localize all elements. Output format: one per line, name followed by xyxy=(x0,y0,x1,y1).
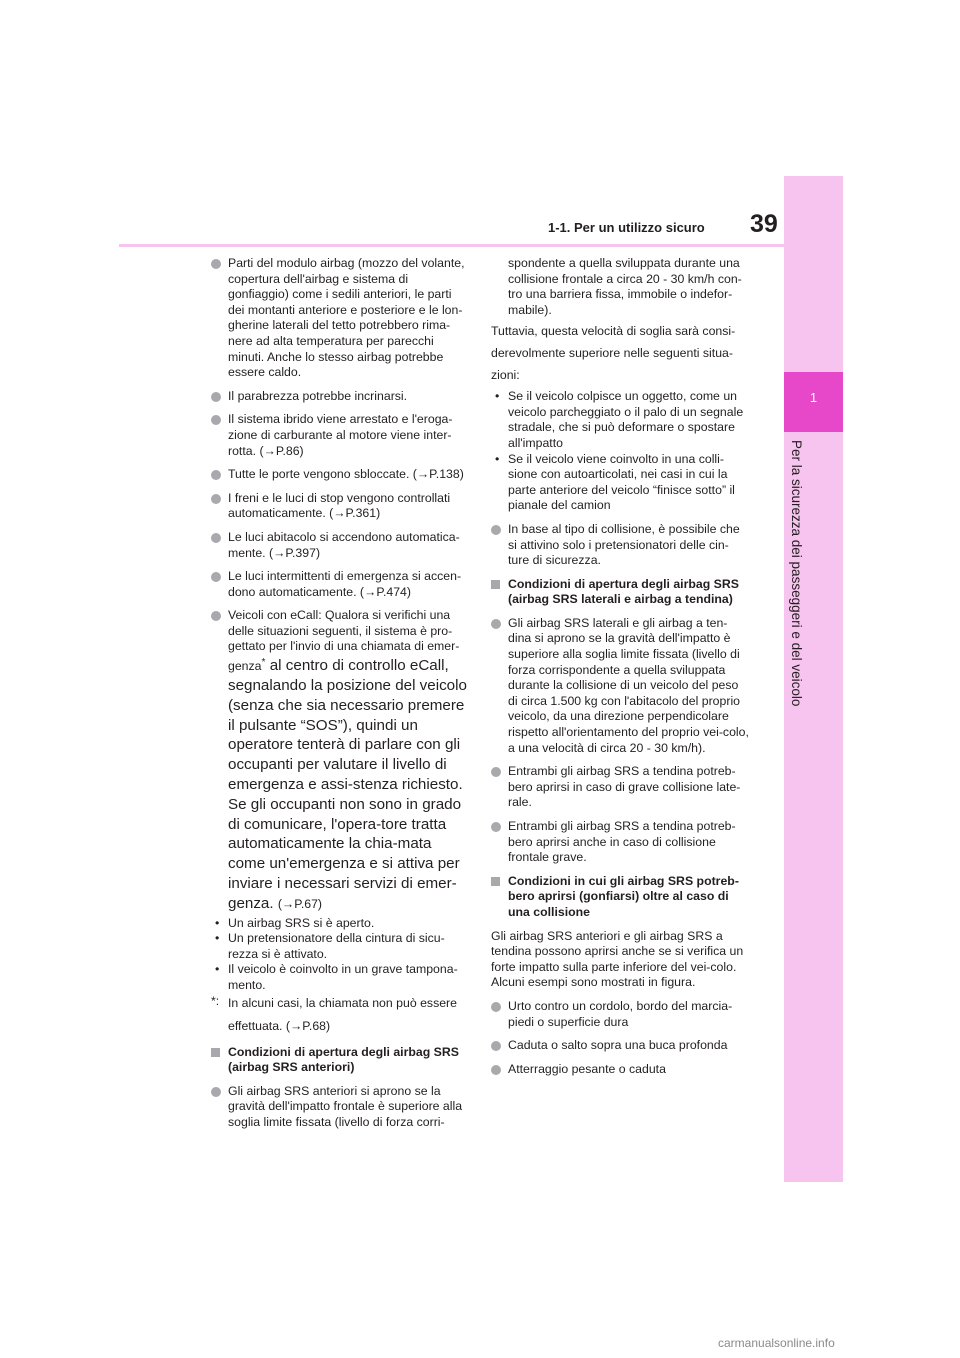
sub-list-item: • Un airbag SRS si è aperto. xyxy=(215,915,375,930)
list-item: In base al tipo di collisione, è possibile che si attivino solo i pretensionatori delle cin-ture di sicurezza. xyxy=(491,522,749,569)
section-heading: Condizioni di apertura degli airbag SRS (airbag SRS anteriori) xyxy=(211,1045,469,1076)
bullet-dot-icon xyxy=(211,572,221,582)
bullet-dot-icon xyxy=(491,1002,501,1012)
list-item: I freni e le luci di stop vengono controllati automaticamente. (→P.361) xyxy=(211,491,469,522)
list-item: Il parabrezza potrebbe incrinarsi. xyxy=(211,389,469,405)
paragraph-line: Tuttavia, questa velocità di soglia sarà consi- xyxy=(491,324,736,339)
bullet-dot-icon xyxy=(211,1087,221,1097)
list-item: Urto contro un cordolo, bordo del marcia-piedi o superficie dura xyxy=(491,999,749,1030)
square-bullet-icon xyxy=(491,580,500,589)
bullet-dot-icon xyxy=(211,494,221,504)
bullet-dot-icon xyxy=(211,533,221,543)
section-title: 1-1. Per un utilizzo sicuro xyxy=(548,220,705,235)
bullet-dot-icon xyxy=(491,1041,501,1051)
bullet-dot-icon xyxy=(211,611,221,621)
sub-list-item: • Un pretensionatore della cintura di sicu-rezza si è attivato. xyxy=(215,931,445,961)
watermark: carmanualsonline.info xyxy=(718,1336,835,1350)
square-bullet-icon xyxy=(211,1048,220,1057)
bullet-dot-icon xyxy=(491,1065,501,1075)
bullet-dot-icon xyxy=(491,767,501,777)
list-item: Le luci intermittenti di emergenza si accen-dono automaticamente. (→P.474) xyxy=(211,569,469,600)
list-item: Caduta o salto sopra una buca profonda xyxy=(491,1038,749,1054)
bullet-dot-icon xyxy=(211,415,221,425)
square-bullet-icon xyxy=(491,877,500,886)
bullet-dot-icon xyxy=(211,470,221,480)
header-rule xyxy=(119,244,784,247)
continued-text: spondente a quella sviluppata durante una collisione frontale a circa 20 - 30 km/h con-tro una barriera fissa, immobile o indefor-mabile). xyxy=(508,256,742,317)
footnote: *: In alcuni casi, la chiamata non può essere effettuata. (→P.68) xyxy=(211,994,457,1034)
paragraph-line: zioni: xyxy=(491,367,520,382)
bullet-dot-icon xyxy=(491,525,501,535)
sub-list-item: • Il veicolo è coinvolto in un grave tampona-mento. xyxy=(215,962,458,992)
list-item: Gli airbag SRS laterali e gli airbag a ten-dina si aprono se la gravità dell'impatto è superiore alla soglia limite fissata (livello di forza corrispondente a quella sviluppata durante la collisione di un veicolo del peso di circa 1.500 kg con l'abitacolo del proprio veicolo, da una direzione perpendicolare rispetto all'orientamento del proprio vei-colo, a una velocità di circa 20 - 30 km/h). xyxy=(491,616,749,756)
list-item: Le luci abitacolo si accendono automatica-mente. (→P.397) xyxy=(211,530,469,561)
ecall-list-item: Veicoli con eCall: Qualora si verifichi una delle situazioni seguenti, il sistema è pro-gettato per l'invio di una chiamata di emer-genza* al centro di controllo eCall, segnalando la posizione del veicolo (senza che sia necessario premere il pulsante “SOS”), quindi un operatore tenterà di parlare con gli occupanti per valutare il livello di emergenza e assi-stenza richiesto. Se gli occupanti non sono in grado di comunicare, l'opera-tore tratta automaticamente la chia-mata come un'emergenza e si attiva per inviare i necessari servizi di emer-genza. (→P.67) xyxy=(211,608,469,913)
chapter-title: Per la sicurezza dei passeggeri e del veicolo xyxy=(789,440,804,707)
footnote-star: * xyxy=(261,657,266,669)
paragraph-line: derevolmente superiore nelle seguenti situa- xyxy=(491,345,733,360)
list-item: Entrambi gli airbag SRS a tendina potreb-bero aprirsi anche in caso di collisione frontale grave. xyxy=(491,819,749,866)
list-item: Il sistema ibrido viene arrestato e l'eroga-zione di carburante al motore viene inter-rotta. (→P.86) xyxy=(211,412,469,459)
list-item: Entrambi gli airbag SRS a tendina potreb-bero aprirsi in caso di grave collisione late-rale. xyxy=(491,764,749,811)
right-column xyxy=(491,256,749,1085)
sub-list-item: • Se il veicolo colpisce un oggetto, come un veicolo parcheggiato o il palo di un segnale stradale, che si può deformare o spostare all'impatto xyxy=(495,389,744,450)
sub-list-item: • Se il veicolo viene coinvolto in una colli-sione con autoarticolati, nei casi in cui la parte anteriore del veicolo “finisce sotto” il pianale del camion xyxy=(495,451,735,513)
bullet-dot-icon xyxy=(211,259,221,269)
bullet-dot-icon xyxy=(211,392,221,402)
list-item: Parti del modulo airbag (mozzo del volante, copertura dell'airbag e sistema di gonfiaggio) come i sedili anteriori, le parti dei montanti anteriore e posteriore e le lon-gherine laterali del tetto potrebbero rima-nere ad alta temperatura per parecchi minuti. Anche lo stesso airbag potrebbe essere caldo. xyxy=(211,256,469,381)
page-number: 39 xyxy=(750,210,778,238)
list-item: Gli airbag SRS anteriori si aprono se la gravità dell'impatto frontale è superiore alla soglia limite fissata (livello di forza corri- xyxy=(211,1084,469,1131)
bullet-dot-icon xyxy=(491,822,501,832)
chapter-number: 1 xyxy=(809,390,818,405)
left-column xyxy=(211,256,469,1139)
list-item: Tutte le porte vengono sbloccate. (→P.138) xyxy=(211,467,469,483)
bullet-dot-icon xyxy=(491,619,501,629)
section-heading: Condizioni in cui gli airbag SRS potreb-bero aprirsi (gonfiarsi) oltre al caso di una collisione xyxy=(491,874,749,921)
section-heading: Condizioni di apertura degli airbag SRS (airbag SRS laterali e airbag a tendina) xyxy=(491,577,749,608)
list-item: Atterraggio pesante o caduta xyxy=(491,1062,749,1078)
paragraph: Gli airbag SRS anteriori e gli airbag SRS a tendina possono aprirsi anche se si verifica un forte impatto sulla parte inferiore del vei-colo. Alcuni esempi sono mostrati in figura. xyxy=(491,928,744,990)
